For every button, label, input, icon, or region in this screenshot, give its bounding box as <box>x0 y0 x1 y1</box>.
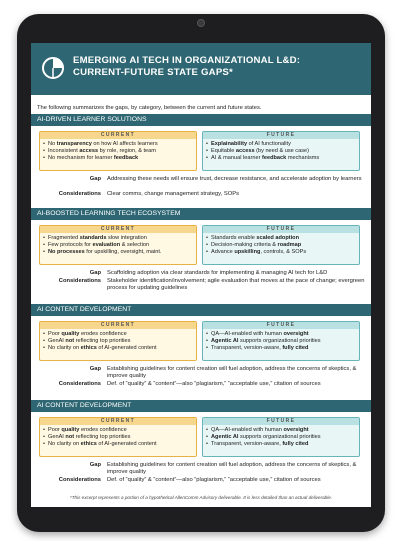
gap-text: Scaffolding adoption via clear standards for implementing & managing AI tech for L&D <box>107 270 328 276</box>
list-item <box>48 434 196 441</box>
bold-keyword: not <box>65 434 75 440</box>
future-label: FUTURE <box>203 322 359 329</box>
future-list <box>203 329 359 352</box>
gap-label: Gap <box>89 366 101 372</box>
bold-keyword: transparency <box>56 141 92 147</box>
bold-keyword: oversight <box>283 427 309 433</box>
current-state-box <box>39 417 197 457</box>
camera-dot <box>197 19 205 27</box>
item-text: Poor <box>48 427 62 433</box>
bold-keyword: access <box>235 148 255 154</box>
title-line-2: CURRENT-FUTURE STATE GAPS* <box>73 67 233 78</box>
item-text: No clarity on <box>48 441 81 447</box>
current-label: CURRENT <box>40 322 196 329</box>
item-text: Equitable <box>211 148 236 154</box>
current-list <box>40 329 196 352</box>
item-text: by role, region, & team <box>98 148 156 154</box>
item-text: Few protocols for <box>48 242 93 248</box>
item-text: mechanisms <box>286 155 320 161</box>
current-state-box <box>39 131 197 171</box>
bold-keyword: No processes <box>48 249 85 255</box>
item-text: of AI-generated content <box>96 441 157 447</box>
list-item <box>211 441 359 448</box>
future-label: FUTURE <box>203 132 359 139</box>
list-item <box>211 427 359 434</box>
item-text: on how AI affects learners <box>91 141 158 147</box>
item-text: of AI functionality <box>247 141 291 147</box>
bold-keyword: feedback <box>262 155 287 161</box>
list-item <box>211 249 359 256</box>
item-text: & selection <box>120 242 150 248</box>
item-text: slow integration <box>106 235 147 241</box>
considerations-label: Considerations <box>58 477 101 483</box>
bold-keyword: quality <box>61 427 80 433</box>
gap-label: Gap <box>89 462 101 468</box>
list-item <box>48 235 196 242</box>
current-state-box <box>39 225 197 265</box>
bold-keyword: quality <box>61 331 80 337</box>
intro-text: The following summarizes the gaps, by category, between the current and future states. <box>37 105 262 111</box>
item-text: reflecting top priorities <box>74 338 131 344</box>
future-state-box <box>202 225 360 265</box>
gap-label: Gap <box>89 270 101 276</box>
item-text: Transparent, version-aware, <box>211 441 283 447</box>
gap-text: Establishing guidelines for content creation will fuel adoption, address the concerns of skeptics, & improve quality <box>107 366 357 379</box>
section-header: AI-BOOSTED LEARNING TECH ECOSYSTEM <box>31 208 371 220</box>
bold-keyword: Agentic AI <box>211 338 239 344</box>
future-list <box>203 425 359 448</box>
list-item <box>211 242 359 249</box>
bold-keyword: ethics <box>80 345 97 351</box>
item-text: QA—AI-enabled with human <box>211 427 284 433</box>
bold-keyword: Explainability <box>211 141 248 147</box>
item-text: erodes confidence <box>79 427 127 433</box>
list-item <box>48 331 196 338</box>
pie-chart-logo-icon <box>41 56 65 80</box>
bold-keyword: not <box>65 338 75 344</box>
considerations-text: Def. of “quality” & “content”—also “plagiarism,” “acceptable use,” citation of sources <box>107 477 321 483</box>
future-label: FUTURE <box>203 226 359 233</box>
section-header: AI-DRIVEN LEARNER SOLUTIONS <box>31 114 371 126</box>
title-line-1: EMERGING AI TECH IN ORGANIZATIONAL L&D: <box>73 55 301 66</box>
item-text: erodes confidence <box>79 331 127 337</box>
list-item <box>211 148 359 155</box>
item-text: Advance <box>211 249 235 255</box>
list-item <box>211 338 359 345</box>
item-text: Transparent, version-aware, <box>211 345 283 351</box>
item-text: GenAI <box>48 338 66 344</box>
list-item <box>48 338 196 345</box>
considerations-text: Clear comms, change management strategy, SOPs <box>107 191 239 197</box>
item-text: supports organizational priorities <box>238 434 321 440</box>
bold-keyword: upskilling <box>234 249 261 255</box>
future-list <box>203 139 359 162</box>
list-item <box>48 427 196 434</box>
current-label: CURRENT <box>40 132 196 139</box>
current-list <box>40 425 196 448</box>
list-item <box>48 249 196 256</box>
bold-keyword: evaluation <box>92 242 121 248</box>
item-text: , controls, & SOPs <box>260 249 307 255</box>
item-text: GenAI <box>48 434 66 440</box>
item-text: Fragmented <box>48 235 80 241</box>
bold-keyword: oversight <box>283 331 309 337</box>
item-text: No mechanism for learner <box>48 155 114 161</box>
future-state-box <box>202 131 360 171</box>
bold-keyword: roadmap <box>277 242 302 248</box>
gap-text: Addressing these needs will ensure trust, decrease resistance, and accelerate adoption by learners <box>107 176 362 182</box>
item-text: Standards enable <box>211 235 257 241</box>
item-text: (by need & use case) <box>254 148 309 154</box>
bold-keyword: Agentic AI <box>211 434 239 440</box>
page-title <box>73 55 363 79</box>
bold-keyword: standards <box>79 235 107 241</box>
item-text: Poor <box>48 331 62 337</box>
item-text: No clarity on <box>48 345 81 351</box>
considerations-text: Stakeholder identification/involvement; agile evaluation that moves at the pace of change; evergreen process for updating guidelines <box>107 278 365 291</box>
future-label: FUTURE <box>203 418 359 425</box>
list-item <box>211 434 359 441</box>
bold-keyword: feedback <box>113 155 139 161</box>
considerations-text: Def. of “quality” & “content”—also “plagiarism,” “acceptable use,” citation of sources <box>107 381 321 387</box>
considerations-label: Considerations <box>58 191 101 197</box>
bold-keyword: fully cited <box>282 441 309 447</box>
item-text: for upskilling, oversight, maint. <box>84 249 162 255</box>
section-header: AI CONTENT DEVELOPMENT <box>31 400 371 412</box>
considerations-label: Considerations <box>58 278 101 284</box>
bold-keyword: scaled adoption <box>256 235 299 241</box>
current-list <box>40 233 196 256</box>
future-state-box <box>202 321 360 361</box>
current-label: CURRENT <box>40 418 196 425</box>
item-text: QA—AI-enabled with human <box>211 331 284 337</box>
item-text: Decision-making criteria & <box>211 242 278 248</box>
list-item <box>211 235 359 242</box>
footnote: *This excerpt represents a portion of a hypothetical AllenComm Advisory deliverable. It is less detailed than an actual deliverable. <box>69 495 333 500</box>
list-item <box>48 242 196 249</box>
list-item <box>211 345 359 352</box>
list-item <box>48 155 196 162</box>
list-item <box>48 141 196 148</box>
gap-label: Gap <box>89 176 101 182</box>
list-item <box>211 141 359 148</box>
item-text: of AI-generated content <box>96 345 157 351</box>
item-text: reflecting top priorities <box>74 434 131 440</box>
future-list <box>203 233 359 256</box>
bold-keyword: ethics <box>80 441 97 447</box>
current-label: CURRENT <box>40 226 196 233</box>
list-item <box>211 331 359 338</box>
document-page <box>31 43 371 507</box>
list-item <box>211 155 359 162</box>
section-header: AI CONTENT DEVELOPMENT <box>31 304 371 316</box>
item-text: AI & manual learner <box>211 155 262 161</box>
tablet-frame <box>17 14 385 532</box>
current-state-box <box>39 321 197 361</box>
title-banner <box>31 43 371 95</box>
gap-text: Establishing guidelines for content creation will fuel adoption, address the concerns of skeptics, & improve quality <box>107 462 357 475</box>
list-item <box>48 148 196 155</box>
bold-keyword: access <box>79 148 99 154</box>
bold-keyword: fully cited <box>282 345 309 351</box>
item-text: Inconsistent <box>48 148 80 154</box>
item-text: supports organizational priorities <box>238 338 321 344</box>
list-item <box>48 345 196 352</box>
list-item <box>48 441 196 448</box>
current-list <box>40 139 196 162</box>
considerations-label: Considerations <box>58 381 101 387</box>
item-text: No <box>48 141 57 147</box>
future-state-box <box>202 417 360 457</box>
